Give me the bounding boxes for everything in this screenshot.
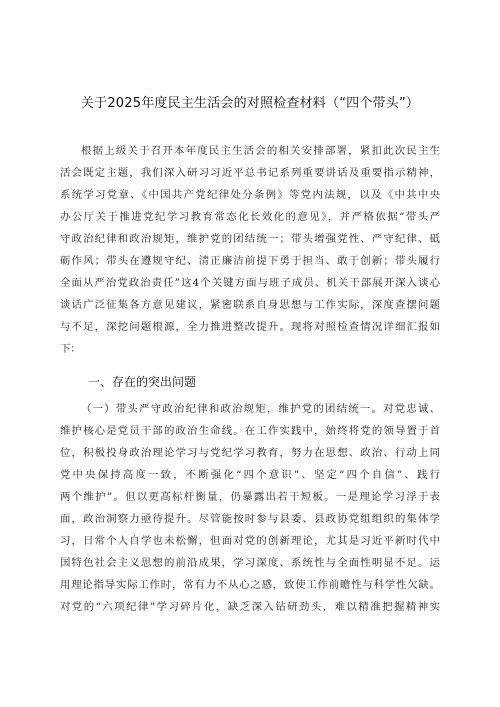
intro-paragraph-container bbox=[60, 140, 440, 360]
intro-line: 系统学习党章、《中国共产党纪律处分条例》等党内法规，以及《中共中央 bbox=[60, 189, 440, 201]
section-line: 面，政治洞察力亟待提升。尽管能按时参与县委、县政协党组组织的集体学 bbox=[60, 513, 440, 525]
intro-line: 根据上级关于召开本年度民主生活会的相关安排部署，紧扣此次民主生 bbox=[81, 145, 440, 157]
intro-paragraph bbox=[60, 140, 440, 360]
section-line: （一）带头严守政治纪律和政治规矩，维护党的团结统一。对党忠诚、 bbox=[81, 403, 440, 415]
intro-line: 与不足，深挖问题根源，全力推进整改提升。现将对照检查情况详细汇报如 bbox=[60, 321, 440, 333]
section-line: 国特色社会主义思想的前沿成果，学习深度、系统性与全面性明显不足。运 bbox=[60, 557, 440, 569]
section-heading: 一、存在的突出问题 bbox=[88, 375, 197, 389]
section-line: 维护核心是党员干部的政治生命线。在工作实践中，始终将党的领导置于首 bbox=[60, 425, 440, 437]
intro-line: 办公厅关于推进党纪学习教育常态化长效化的意见》，并严格依据“带头严 bbox=[60, 211, 440, 223]
intro-line: 活会既定主题，我们深入研习习近平总书记系列重要讲话及重要指示精神， bbox=[60, 167, 440, 179]
section-line: 对党的“六项纪律”学习碎片化，缺乏深入钻研劲头，难以精准把握精神实 bbox=[60, 601, 440, 613]
section-line: 两个维护”。但以更高标杆衡量，仍暴露出若干短板。一是理论学习浮于表 bbox=[60, 491, 440, 503]
intro-line: 下： bbox=[60, 343, 81, 355]
section-paragraph bbox=[60, 398, 440, 618]
intro-line: 全面从严治党政治责任”这4个关键方面与班子成员、机关干部展开深入谈心 bbox=[60, 277, 440, 289]
section-line: 党中央保持高度一致，不断强化“四个意识”、坚定“四个自信”、践行 bbox=[60, 469, 440, 481]
document-title: 关于2025年度民主生活会的对照检查材料（“四个带头”） bbox=[80, 96, 420, 111]
intro-line: 砺作风；带头在遵规守纪、清正廉洁前提下勇于担当、敢于创新；带头履行 bbox=[60, 255, 440, 267]
section-line: 用理论指导实际工作时，常有力不从心之感，致使工作前瞻性与科学性欠缺。 bbox=[60, 579, 440, 591]
section-line: 位，积极投身政治理论学习与党纪学习教育，努力在思想、政治、行动上同 bbox=[60, 447, 440, 459]
intro-line: 守政治纪律和政治规矩，维护党的团结统一；带头增强党性、严守纪律、砥 bbox=[60, 233, 440, 245]
section-line: 习，日常个人自学也未松懈，但面对党的创新理论，尤其是习近平新时代中 bbox=[60, 535, 440, 547]
intro-line: 谈话广泛征集各方意见建议，紧密联系自身思想与工作实际，深度查摆问题 bbox=[60, 299, 440, 311]
section-paragraph-container bbox=[60, 398, 440, 618]
